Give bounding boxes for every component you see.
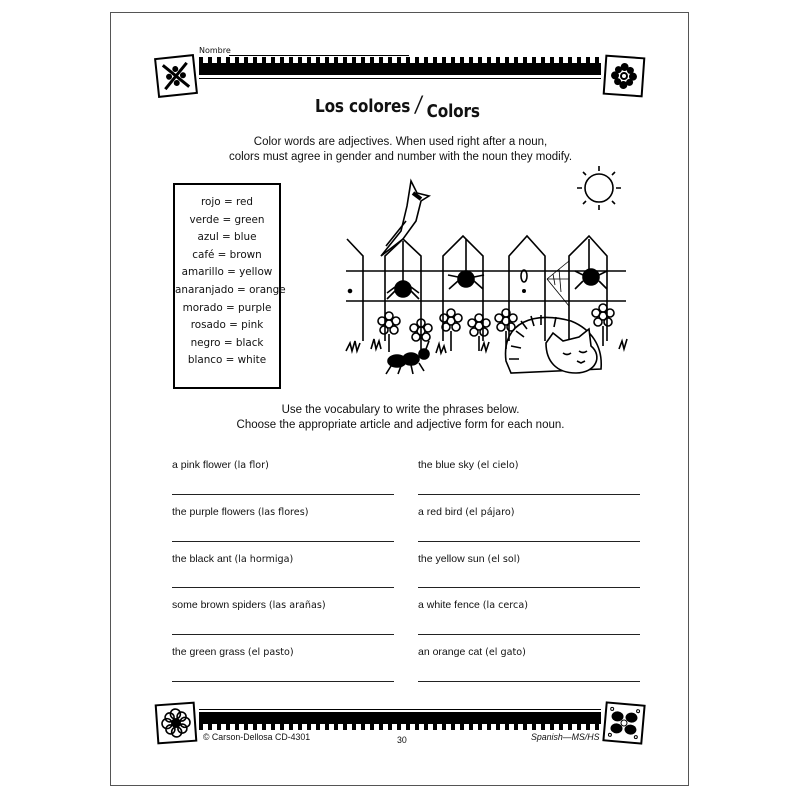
instructions-line-1: Use the vocabulary to write the phrases below. — [281, 404, 520, 416]
answer-line[interactable] — [172, 494, 394, 495]
exercises-right-column — [418, 459, 643, 699]
prompt-spanish: (la flor) — [233, 460, 269, 471]
cat-icon — [506, 315, 602, 373]
exercise-prompt — [418, 599, 528, 611]
title-spanish: Los colores — [315, 96, 411, 117]
prompt-english: a red bird — [418, 506, 463, 518]
page-title — [315, 93, 480, 122]
series-label: Spanish—MS/HS — [531, 732, 600, 742]
vocab-item: azul = blue — [197, 231, 257, 244]
exercise-prompt — [172, 459, 269, 471]
exercise-prompt — [418, 646, 526, 658]
answer-line[interactable] — [172, 587, 394, 588]
ant-icon — [386, 341, 429, 374]
prompt-spanish: (la cerca) — [482, 600, 528, 611]
exercises-left-column — [172, 459, 397, 699]
spider-icon — [387, 239, 607, 299]
answer-line[interactable] — [418, 494, 640, 495]
answer-line[interactable] — [172, 634, 394, 635]
instructions-line-2: Choose the appropriate article and adjective form for each noun. — [236, 419, 565, 431]
title-slash: / — [415, 93, 422, 118]
vocab-item: blanco = white — [187, 354, 267, 367]
answer-line[interactable] — [418, 541, 640, 542]
vocab-item: verde = green — [189, 213, 265, 226]
prompt-spanish: (el sol) — [487, 554, 521, 565]
vocab-item: café = brown — [192, 248, 262, 261]
prompt-english: the green grass — [172, 646, 245, 658]
prompt-spanish: (el cielo) — [476, 460, 519, 471]
flower-ornament-icon — [607, 59, 641, 93]
scroll-ornament-icon — [158, 58, 193, 93]
exercise-prompt — [172, 646, 294, 658]
exercise-prompt — [172, 553, 293, 565]
answer-line[interactable] — [172, 681, 394, 682]
vocab-item: amarillo = yellow — [181, 266, 273, 279]
vocab-item: morado = purple — [182, 301, 272, 314]
vocab-item: rojo = red — [201, 196, 253, 208]
sun-icon — [577, 166, 621, 210]
name-line[interactable] — [229, 55, 409, 56]
bird-icon — [381, 181, 429, 256]
prompt-spanish: (el pasto) — [247, 647, 294, 658]
prompt-english: the purple flowers — [172, 506, 255, 518]
prompt-spanish: (la hormiga) — [234, 554, 294, 565]
exercise-prompt — [418, 506, 515, 518]
instructions-text — [111, 403, 690, 433]
prompt-english: an orange cat — [418, 646, 483, 658]
vocabulary-box — [173, 183, 286, 389]
footer-border-ticks — [199, 724, 601, 730]
prompt-english: some brown spiders — [172, 599, 266, 611]
exercise-prompt — [172, 506, 308, 518]
header-tile-right — [603, 55, 646, 98]
page-number: 30 — [397, 735, 407, 745]
copyright-text: © Carson-Dellosa CD-4301 — [203, 732, 311, 742]
prompt-english: the black ant — [172, 553, 232, 565]
vocab-item: anaranjado = orange — [175, 283, 286, 296]
footer-tile-right — [602, 701, 645, 744]
vocab-item: rosado = pink — [190, 319, 264, 332]
header-border-line — [199, 78, 601, 79]
answer-line[interactable] — [418, 681, 640, 682]
prompt-spanish: (el pájaro) — [465, 507, 515, 518]
prompt-english: a pink flower — [172, 459, 231, 471]
title-english: Colors — [426, 101, 480, 122]
prompt-english: a white fence — [418, 599, 480, 611]
footer-tile-left — [155, 702, 198, 745]
answer-line[interactable] — [418, 587, 640, 588]
prompt-english: the yellow sun — [418, 553, 485, 565]
header-border-band — [199, 63, 601, 75]
footer-border-band — [199, 712, 601, 724]
prompt-spanish: (las flores) — [257, 507, 309, 518]
name-label: Nombre — [199, 46, 231, 55]
exercise-prompt — [172, 599, 326, 611]
answer-line[interactable] — [172, 541, 394, 542]
footer-border-line — [199, 709, 601, 710]
prompt-spanish: (el gato) — [485, 647, 526, 658]
intro-line-1: Color words are adjectives. When used right after a noun, — [253, 136, 548, 148]
pinwheel-flower-icon — [159, 706, 193, 740]
garden-illustration — [341, 161, 641, 386]
header-tile-left — [154, 54, 198, 98]
vocab-item: negro = black — [190, 336, 264, 349]
four-petal-icon — [607, 706, 642, 741]
answer-line[interactable] — [418, 634, 640, 635]
prompt-spanish: (las arañas) — [268, 600, 326, 611]
exercise-prompt — [418, 459, 518, 471]
intro-line-2: colors must agree in gender and number with the noun they modify. — [228, 151, 573, 163]
exercise-prompt — [418, 553, 520, 565]
prompt-english: the blue sky — [418, 459, 475, 471]
worksheet-page — [110, 12, 689, 786]
